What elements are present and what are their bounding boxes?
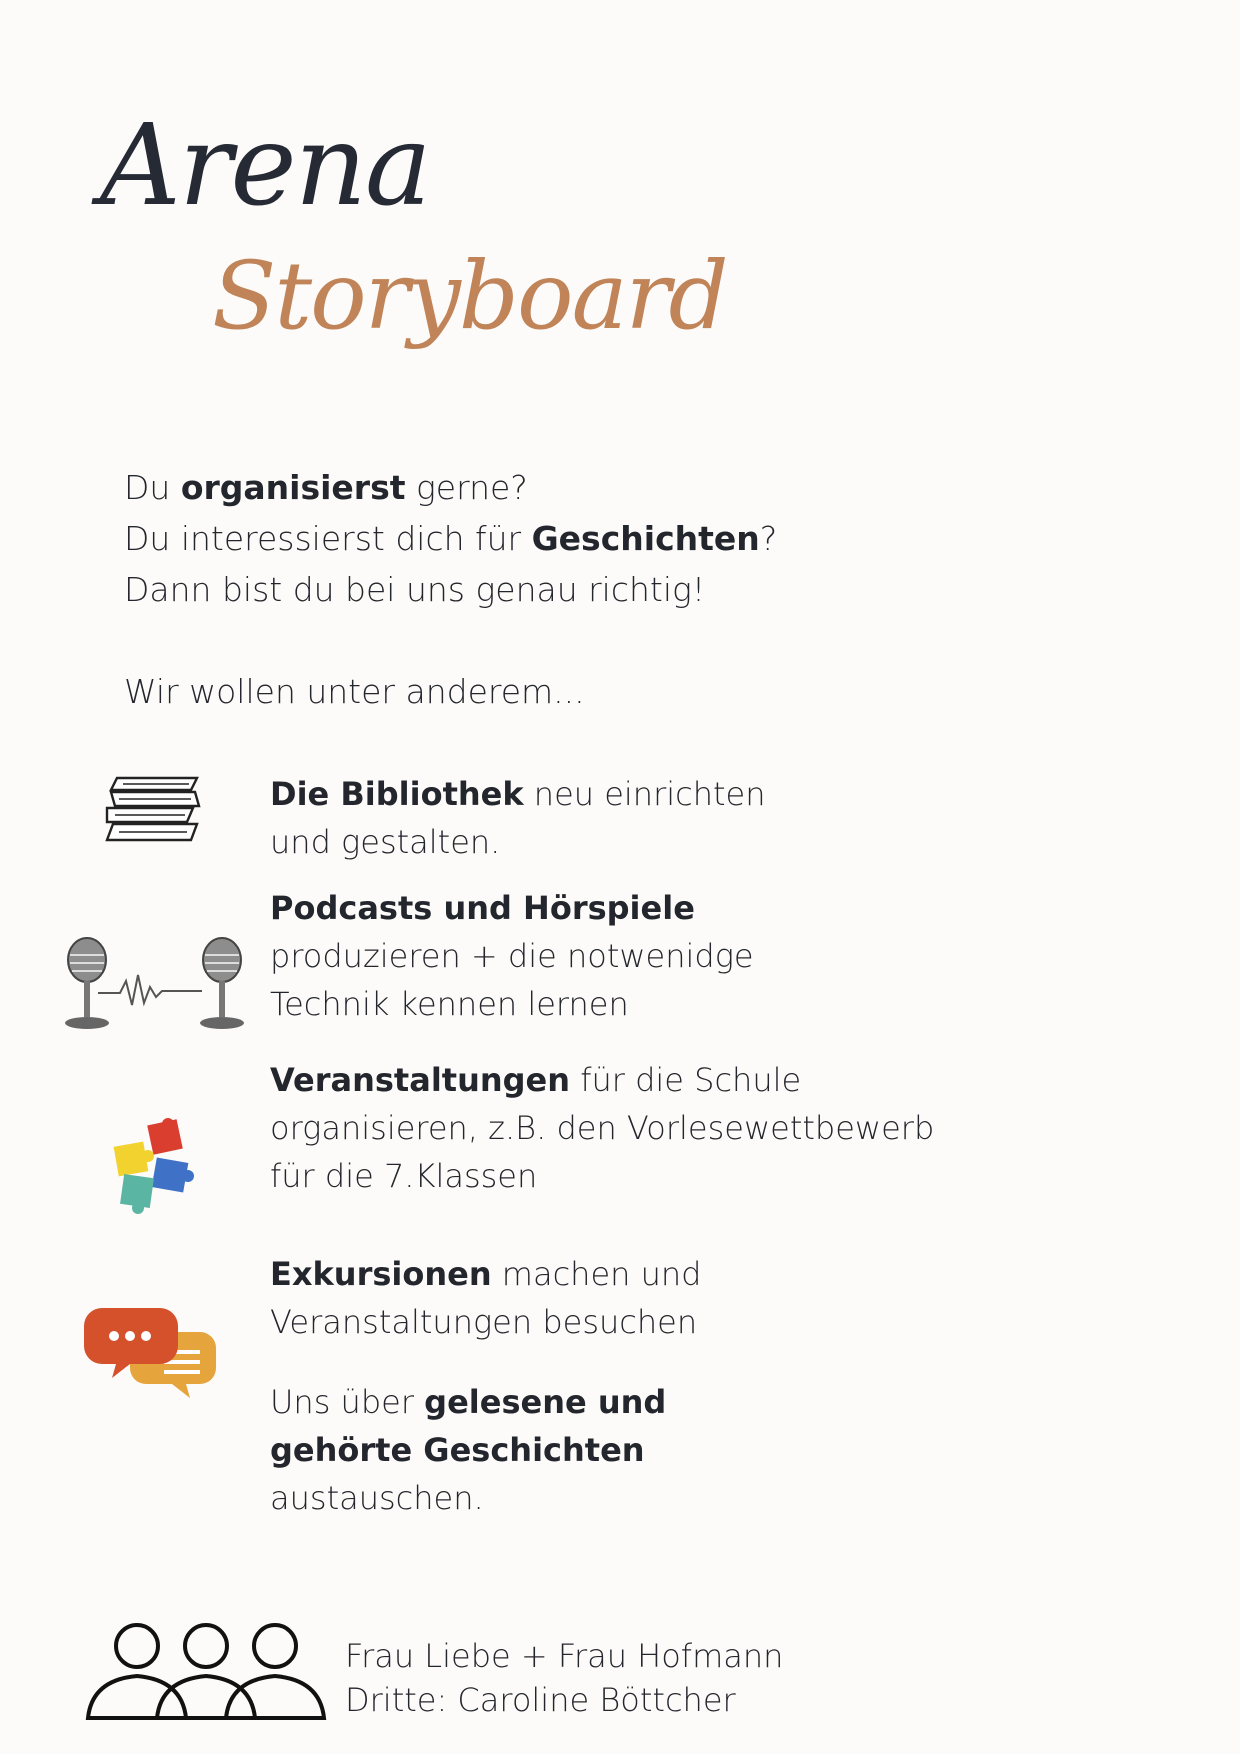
item-podcasts: Podcasts und Hörspiele produzieren + die notwenidge Technik kennen lernen bbox=[270, 889, 754, 1023]
people-group-icon bbox=[85, 1622, 330, 1722]
item-events: Veranstaltungen für die Schule organisieren, z.B. den Vorlesewettbewerb für die 7.Klassen bbox=[270, 1061, 935, 1195]
puzzle-icon bbox=[112, 1118, 202, 1216]
footer-line-2: Dritte: Caroline Böttcher bbox=[345, 1681, 736, 1719]
intro-text bbox=[124, 462, 777, 615]
microphones-icon bbox=[62, 935, 248, 1035]
footer-contacts bbox=[345, 1634, 783, 1722]
title-arena: Arena bbox=[100, 101, 430, 231]
intro-line-3: Dann bist du bei uns genau richtig! bbox=[124, 570, 706, 609]
item-exchange: Uns über gelesene und gehörte Geschichten austauschen. bbox=[270, 1383, 667, 1517]
lead-text: Wir wollen unter anderem... bbox=[124, 672, 585, 711]
footer-line-1: Frau Liebe + Frau Hofmann bbox=[345, 1637, 784, 1675]
title-storyboard: Storyboard bbox=[212, 242, 727, 351]
speech-bubbles-icon bbox=[80, 1302, 220, 1402]
item-library: Die Bibliothek neu einrichten und gestalten. bbox=[270, 775, 766, 861]
intro-line-2: Du interessierst dich für Geschichten? bbox=[124, 519, 778, 558]
item-excursions: Exkursionen machen und Veranstaltungen besuchen bbox=[270, 1255, 702, 1341]
books-icon bbox=[103, 770, 211, 850]
intro-line-1: Du organisierst gerne? bbox=[124, 468, 528, 507]
